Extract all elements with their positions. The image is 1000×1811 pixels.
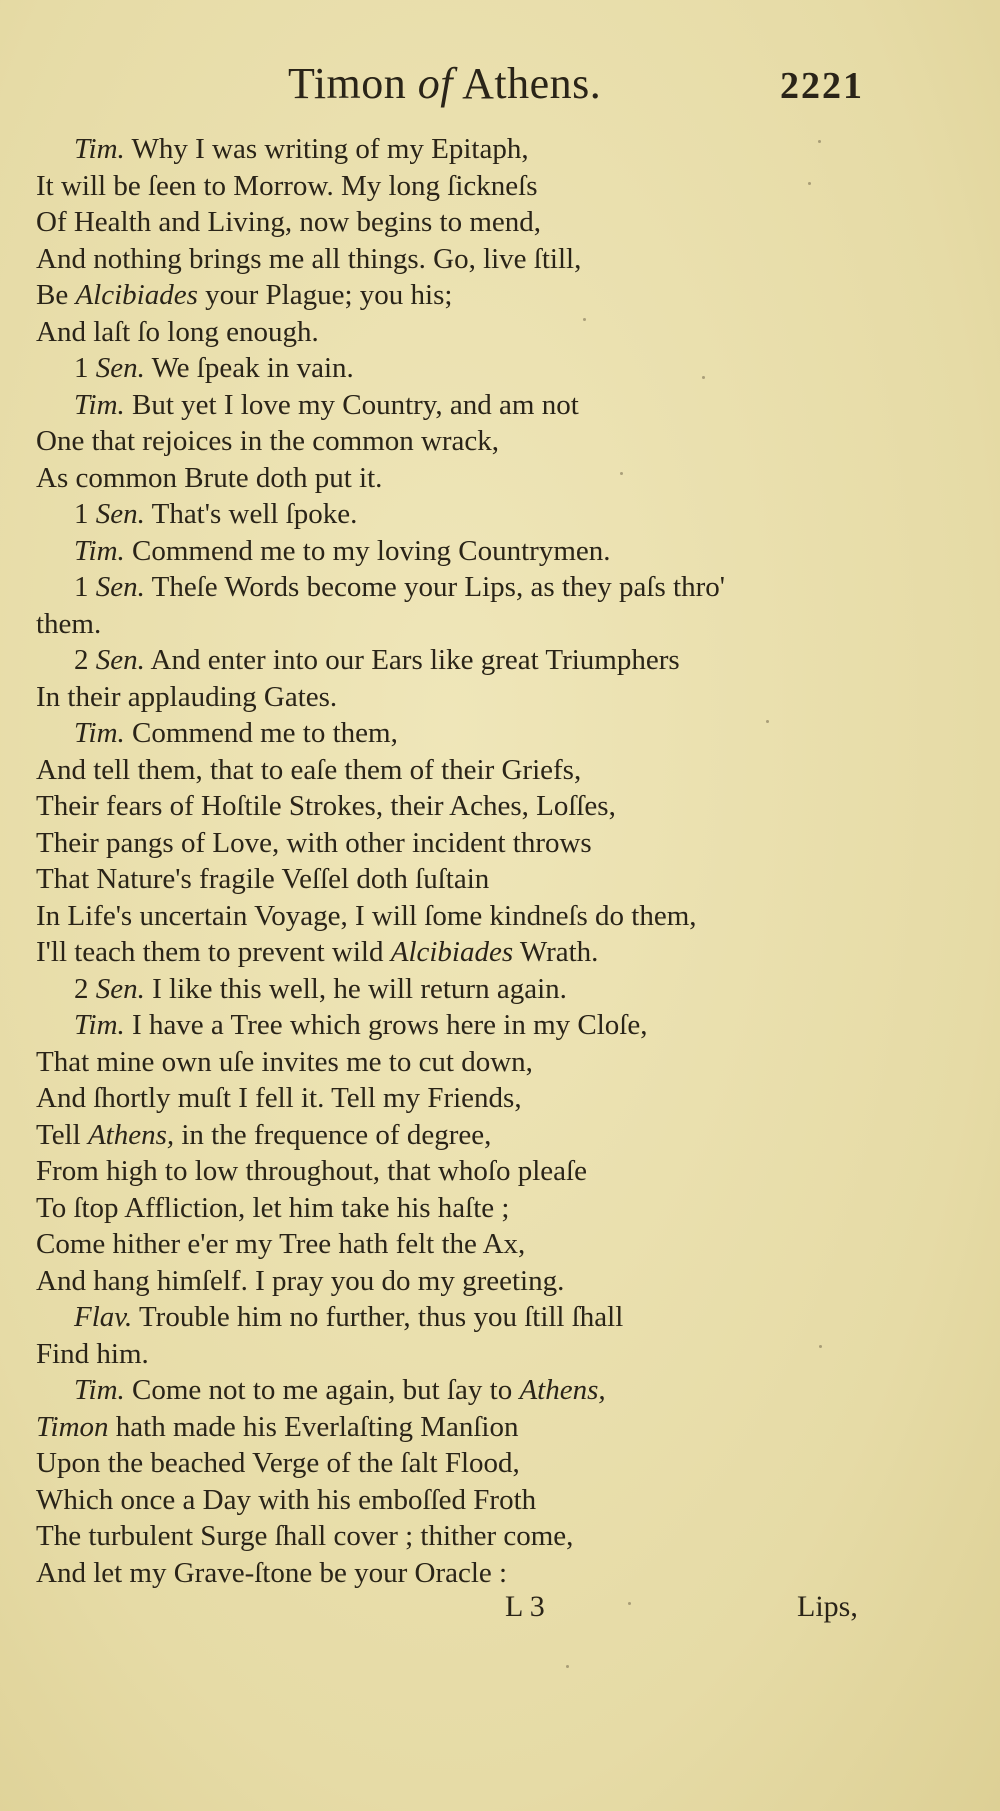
line-text: I like this well, he will return again. bbox=[144, 972, 567, 1005]
text-line bbox=[36, 496, 886, 533]
line-text: hath made his Everlaſting Manſion bbox=[108, 1410, 519, 1443]
line-text: 1 bbox=[74, 352, 96, 384]
line-text: Their pangs of Love, with other incident throws bbox=[36, 826, 592, 859]
line-text: And ſhortly muſt I fell it. Tell my Friends, bbox=[36, 1082, 522, 1114]
paper-speck bbox=[819, 1345, 822, 1348]
text-line bbox=[36, 715, 886, 752]
text-line bbox=[36, 350, 886, 387]
text-line bbox=[36, 1336, 886, 1373]
line-text: That Nature's fragile Veſſel doth ſuſtain bbox=[36, 863, 490, 895]
line-text: One that rejoices in the common wrack, bbox=[36, 425, 500, 457]
signature-mark: L 3 bbox=[505, 1590, 545, 1623]
text-line bbox=[36, 1007, 886, 1044]
text-line bbox=[36, 934, 886, 971]
line-text: And tell them, that to eaſe them of their Griefs, bbox=[36, 753, 582, 786]
text-line bbox=[36, 825, 886, 862]
line-text: Wrath. bbox=[513, 936, 599, 968]
speaker-name: Sen. bbox=[95, 972, 145, 1005]
line-text: Come hither e'er my Tree hath felt the Ax, bbox=[36, 1228, 526, 1260]
speaker-name: Flav. bbox=[74, 1301, 133, 1333]
speaker-name: Tim. bbox=[74, 717, 125, 749]
text-line bbox=[36, 752, 886, 789]
line-text: And let my Grave-ſtone be your Oracle : bbox=[36, 1556, 508, 1589]
speaker-name: Tim. bbox=[74, 1009, 125, 1041]
line-text: 1 bbox=[74, 498, 96, 530]
text-line bbox=[36, 1518, 886, 1555]
line-text: That mine own uſe invites me to cut down, bbox=[36, 1045, 533, 1078]
page-number: 2221 bbox=[780, 65, 864, 107]
speaker-name: Tim. bbox=[74, 388, 125, 421]
text-line bbox=[36, 642, 886, 679]
page-footer bbox=[0, 1590, 1000, 1634]
line-text: We ſpeak in vain. bbox=[144, 352, 354, 384]
text-line bbox=[36, 1190, 886, 1227]
text-line bbox=[36, 606, 886, 643]
text-line bbox=[36, 1372, 886, 1409]
paper-speck bbox=[583, 318, 586, 321]
line-text: Be bbox=[36, 279, 76, 311]
line-text: And laſt ſo long enough. bbox=[36, 315, 319, 348]
speaker-name: Tim. bbox=[74, 133, 125, 165]
line-text: Come not to me again, but ſay to bbox=[124, 1374, 520, 1406]
paper-speck bbox=[566, 1665, 569, 1668]
line-text: them. bbox=[36, 607, 102, 640]
text-line bbox=[36, 1299, 886, 1336]
text-line bbox=[36, 533, 886, 570]
speaker-name: Tim. bbox=[74, 1374, 125, 1406]
line-text: But yet I love my Country, and am not bbox=[124, 388, 579, 421]
page-header bbox=[0, 58, 1000, 118]
speaker-name: Sen. bbox=[95, 498, 145, 530]
text-line bbox=[36, 460, 886, 497]
text-line bbox=[36, 898, 886, 935]
text-line bbox=[36, 277, 886, 314]
running-title-part-2: of bbox=[417, 59, 454, 108]
text-line bbox=[36, 423, 886, 460]
line-text: in the frequence of degree, bbox=[174, 1118, 492, 1151]
text-line bbox=[36, 569, 886, 606]
catchword: Lips, bbox=[797, 1590, 858, 1623]
paper-speck bbox=[766, 720, 769, 723]
line-text: Tell bbox=[36, 1118, 88, 1151]
line-text: I'll teach them to prevent wild bbox=[36, 936, 391, 968]
italic-text: Alcibiades bbox=[390, 936, 514, 968]
text-line bbox=[36, 861, 886, 898]
speaker-name: Sen. bbox=[95, 352, 145, 384]
paper-speck bbox=[620, 472, 623, 475]
text-line bbox=[36, 131, 886, 168]
line-text: Which once a Day with his emboſſed Froth bbox=[36, 1483, 537, 1516]
paper-speck bbox=[808, 182, 811, 185]
text-line bbox=[36, 1226, 886, 1263]
paper-speck bbox=[628, 1602, 631, 1605]
text-line bbox=[36, 1263, 886, 1300]
line-text: Why I was writing of my Epitaph, bbox=[124, 133, 529, 165]
line-text: I have a Tree which grows here in my Cloſe, bbox=[124, 1009, 648, 1041]
italic-text: Timon bbox=[36, 1410, 109, 1443]
text-line bbox=[36, 1555, 886, 1592]
text-line bbox=[36, 387, 886, 424]
line-text: 1 bbox=[74, 571, 96, 603]
text-line bbox=[36, 204, 886, 241]
line-text: your Plague; you his; bbox=[197, 279, 453, 311]
text-line bbox=[36, 679, 886, 716]
running-title bbox=[288, 58, 601, 109]
text-line bbox=[36, 1482, 886, 1519]
line-text: 2 bbox=[74, 644, 96, 676]
text-line bbox=[36, 1080, 886, 1117]
line-text: The turbulent Surge ſhall cover ; thither come, bbox=[36, 1520, 574, 1552]
line-text: Upon the beached Verge of the ſalt Flood, bbox=[36, 1447, 520, 1479]
text-line bbox=[36, 1153, 886, 1190]
line-text: Commend me to them, bbox=[124, 717, 398, 749]
line-text: And enter into our Ears like great Triumphers bbox=[144, 644, 680, 676]
italic-text: Alcibiades bbox=[75, 279, 198, 311]
italic-text: Athens, bbox=[87, 1118, 175, 1151]
paper-speck bbox=[702, 376, 705, 379]
line-text: Trouble him no further, thus you ſtill ſhall bbox=[132, 1301, 624, 1333]
text-line bbox=[36, 971, 886, 1008]
speaker-name: Tim. bbox=[74, 534, 125, 567]
text-line bbox=[36, 1117, 886, 1154]
line-text: Theſe Words become your Lips, as they paſs thro' bbox=[144, 571, 725, 603]
text-line bbox=[36, 168, 886, 205]
text-line bbox=[36, 1445, 886, 1482]
line-text: 2 bbox=[74, 972, 96, 1005]
line-text: And hang himſelf. I pray you do my greeting. bbox=[36, 1264, 565, 1297]
text-line bbox=[36, 1409, 886, 1446]
text-line bbox=[36, 241, 886, 278]
line-text: That's well ſpoke. bbox=[144, 498, 358, 530]
running-title-part-3: Athens. bbox=[453, 59, 602, 108]
line-text: Commend me to my loving Countrymen. bbox=[124, 534, 611, 567]
italic-text: Athens, bbox=[519, 1374, 606, 1406]
text-body bbox=[36, 131, 886, 1591]
line-text: In Life's uncertain Voyage, I will ſome kindneſs do them, bbox=[36, 899, 697, 932]
line-text: It will be ſeen to Morrow. My long ſickneſs bbox=[36, 169, 538, 202]
running-title-part-1: Timon bbox=[288, 59, 418, 108]
paper-speck bbox=[818, 140, 821, 143]
text-line bbox=[36, 788, 886, 825]
line-text: Find him. bbox=[36, 1337, 149, 1370]
speaker-name: Sen. bbox=[95, 644, 145, 676]
text-line bbox=[36, 314, 886, 351]
line-text: Their fears of Hoſtile Strokes, their Aches, Loſſes, bbox=[36, 790, 616, 822]
line-text: Of Health and Living, now begins to mend, bbox=[36, 206, 541, 238]
line-text: In their applauding Gates. bbox=[36, 680, 338, 713]
line-text: From high to low throughout, that whoſo pleaſe bbox=[36, 1155, 587, 1187]
text-line bbox=[36, 1044, 886, 1081]
line-text: As common Brute doth put it. bbox=[36, 461, 383, 494]
line-text: And nothing brings me all things. Go, live ſtill, bbox=[36, 242, 582, 275]
line-text: To ſtop Affliction, let him take his haſte ; bbox=[36, 1191, 510, 1224]
speaker-name: Sen. bbox=[95, 571, 145, 603]
